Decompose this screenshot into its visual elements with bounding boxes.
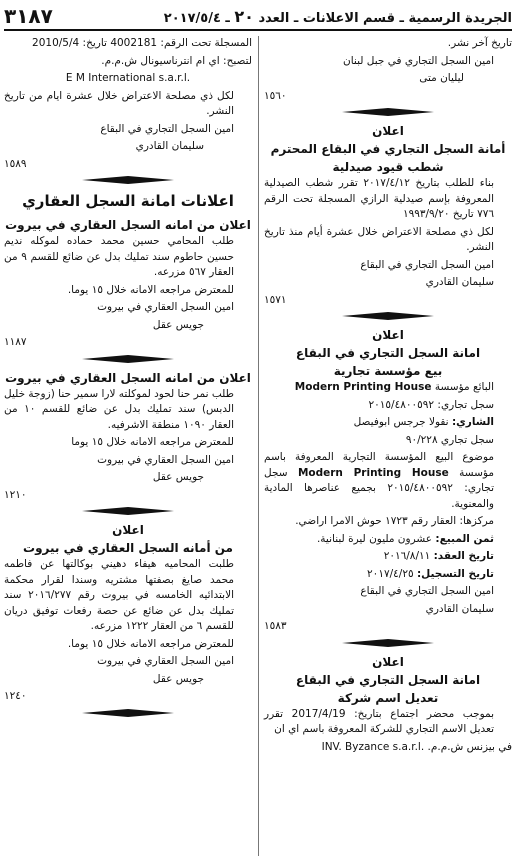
notice-heading: اعلان من امانه السجل العقاري في بيروت bbox=[5, 370, 251, 385]
separator-ornament bbox=[4, 709, 252, 717]
notice-authority: أمانة السجل التجاري في البقاع المحترم bbox=[270, 142, 506, 156]
signature-title: امين السجل التجاري في البقاع bbox=[100, 122, 234, 135]
seller-line: البائع مؤسسة Modern Printing House bbox=[294, 381, 494, 393]
notice-number: ١٥٦٠ bbox=[264, 89, 287, 102]
buyer-line: الشاري: نقولا جرجس ابوفيصل bbox=[353, 416, 494, 428]
header-title: الجريدة الرسمية ـ قسم الاعلانات ـ العدد ٢٠ ـ ٢٠١٧/٥/٤ bbox=[163, 7, 512, 26]
signature-title: امين السجل العقاري في بيروت bbox=[97, 453, 234, 466]
separator-ornament bbox=[264, 108, 512, 116]
notice-body: طلبت المحاميه هيفاء دهيني بوكالتها عن فاطمه محمد صايغ بصفتها مشتريه وسندا لقرار محكمة الابتدائيه الخامسه في بيروت رقم ٢٠١٦/٢٧٧ سند تمليك بدل عن ضائع عن حصة رفعات توفيق دريان للقسم ٦ من العقار ١٢٢٢ مزرعه. bbox=[4, 558, 234, 632]
seller-name: Modern Printing House bbox=[294, 381, 432, 393]
notice-body: لتصبح: اي ام انترناسيونال ش.م.م. bbox=[101, 54, 252, 67]
notice-number: ١٢١٠ bbox=[4, 488, 27, 501]
page-header bbox=[4, 3, 512, 31]
separator-ornament bbox=[4, 355, 252, 363]
notice-heading: اعلان bbox=[372, 328, 404, 342]
notice-body: لكل ذي مصلحة الاعتراض خلال عشرة ايام من تاريخ النشر. bbox=[4, 89, 234, 117]
registration-date-line: تاريخ التسجيل: ٢٠١٧/٤/٢٥ bbox=[367, 567, 494, 580]
notice-continuation: تاريخ آخر نشر. bbox=[447, 37, 512, 49]
notice-number: ١١٨٧ bbox=[4, 336, 27, 348]
signature-name: سليمان القادري bbox=[425, 276, 494, 288]
notice-number: ١٥٨٣ bbox=[264, 620, 287, 632]
signature-title: امين السجل التجاري في البقاع bbox=[360, 585, 494, 597]
notice-body: للمعترض مراجعه الامانه خلال ١٥ يوما. bbox=[67, 283, 234, 296]
notice-body: للمعترض مراجعه الامانه خلال ١٥ يوما. bbox=[67, 637, 234, 650]
separator-ornament bbox=[264, 312, 512, 320]
notice-body: بموجب محضر اجتماع بتاريخ: 2017/4/19 تقرر تعديل الاسم التجاري للشركة المعروفة باسم اي ان bbox=[264, 707, 494, 735]
notice-body: لكل ذي مصلحة الاعتراض خلال عشرة أيام منذ تاريخ النشر. bbox=[264, 225, 494, 253]
signature-name: سليمان القادري bbox=[135, 140, 204, 152]
price-line: ثمن المبيع: عشرون مليون ليرة لبنانية. bbox=[316, 532, 494, 545]
notice-heading: اعلان bbox=[112, 523, 144, 537]
notice-body: بناء للطلب بتاريخ ٢٠١٧/٤/١٢ تقرر شطب الصيدلية المعروفة بإسم صيدلية الرازي المسجلة تحت الرقم ٧٧٦ تاريخ ١٩٩٣/٩/٢٠ bbox=[264, 177, 494, 220]
notice-body: للمعترض مراجعه الامانه خلال ١٥ يوما bbox=[71, 436, 234, 448]
issue-number: ٢٠ bbox=[234, 7, 254, 26]
separator-ornament bbox=[4, 507, 252, 515]
separator-ornament bbox=[4, 176, 252, 184]
notice-body: في بيزنس ش.م.م. INV. Byzance s.a.r.l. bbox=[321, 740, 512, 753]
signature-name: سليمان القادري bbox=[425, 602, 494, 615]
contract-date-line: تاريخ العقد: ٢٠١٦/٨/١١ bbox=[383, 550, 494, 562]
buyer-name: نقولا جرجس ابوفيصل bbox=[353, 416, 449, 428]
company-name-english: E M International s.a.r.l. bbox=[65, 72, 191, 84]
separator-ornament bbox=[264, 639, 512, 647]
signature-title: امين السجل التجاري في جبل لبنان bbox=[343, 54, 494, 67]
signature-name: جويس عقل bbox=[152, 318, 204, 331]
signature-title: امين السجل التجاري في البقاع bbox=[360, 258, 494, 271]
notice-body: طلب المحامي حسين محمد حماده لموكله نديم حسين حاطوم سند تمليك بدل عن ضائع للقسم ٩ من العقار ٥٦٧ مزرعه. bbox=[4, 235, 234, 278]
signature-title: امين السجل العقاري في بيروت bbox=[97, 301, 234, 313]
section-title: اعلانات امانة السجل العقاري bbox=[22, 192, 234, 210]
notice-body: مركزها: العقار رقم ١٧٢٣ حوش الامرا اراضي. bbox=[295, 515, 494, 527]
signature-name: جويس عقل bbox=[152, 471, 204, 483]
buyer-registry: سجل تجاري ٩٠/٢٢٨ bbox=[405, 433, 494, 446]
signature-name: جويس عقل bbox=[152, 672, 204, 685]
notice-body: موضوع البيع المؤسسة التجارية المعروفة باسم مؤسسة Modern Printing House سجل تجاري: ٢٠١٥/٤٨٠٠٥٩٢ بجميع عناصرها المادية والمعنوية. bbox=[264, 451, 495, 510]
right-column bbox=[264, 36, 512, 856]
notice-body: طلب نمر حنا لحود لموكلته لارا سمير حنا (زوجة خليل الدبس) سند تمليك بدل عن ضائع للقسم ١٠ من العقار ١٠٩٠ منطقة الاشرفيه. bbox=[4, 387, 234, 431]
signature-title: امين السجل العقاري في بيروت bbox=[97, 655, 234, 667]
column-divider bbox=[258, 36, 259, 856]
signature-name: ليليان متى bbox=[419, 72, 464, 84]
notice-heading: اعلان bbox=[372, 654, 404, 669]
notice-heading: اعلان bbox=[372, 124, 404, 138]
notice-subject: بيع مؤسسة تجارية bbox=[333, 364, 443, 378]
issue-date: ـ ٢٠١٧/٥/٤ bbox=[163, 11, 230, 26]
notice-subject: تعديل اسم شركة bbox=[337, 690, 439, 705]
notice-authority: امانة السجل التجاري في البقاع bbox=[295, 346, 481, 360]
notice-number: ١٥٧١ bbox=[264, 293, 287, 306]
notice-number: ١٢٤٠ bbox=[4, 690, 27, 702]
notice-authority: من أمانه السجل العقاري في بيروت bbox=[23, 541, 233, 555]
page-number: ٣١٨٧ bbox=[4, 4, 53, 28]
notice-heading: اعلان من امانه السجل العقاري في بيروت bbox=[5, 218, 251, 232]
left-column bbox=[4, 36, 252, 856]
notice-subject: شطب قيود صيدلية bbox=[332, 160, 444, 174]
notice-number: ١٥٨٩ bbox=[4, 157, 27, 170]
seller-registry: سجل تجاري: ٢٠١٥/٤٨٠٠٥٩٢ bbox=[368, 398, 494, 411]
notice-body: المسجلة تحت الرقم: 4002181 تاريخ: 2010/5/4 bbox=[32, 37, 252, 49]
notice-authority: امانة السجل التجاري في البقاع bbox=[295, 672, 481, 687]
